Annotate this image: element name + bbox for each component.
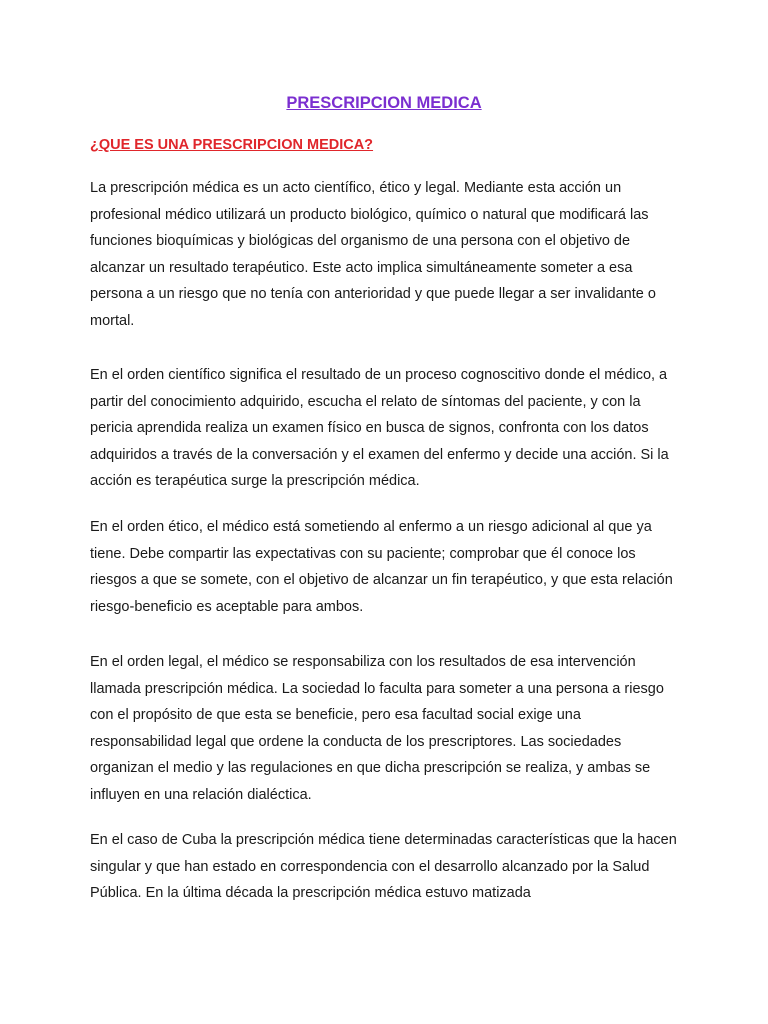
section-heading: ¿QUE ES UNA PRESCRIPCION MEDICA? [90, 137, 374, 153]
document-title: PRESCRIPCION MEDICA [286, 94, 482, 112]
paragraph-legal: En el orden legal, el médico se responsabiliza con los resultados de esa intervención llamada prescripción médica. La sociedad lo faculta para someter a una persona a riesgo con el propósito de que esta se beneficie, pero esa facultad social exige una responsabilidad legal que ordene la conducta de los prescriptores. Las sociedades organizan el medio y las regulaciones en que dicha prescripción se realiza, y ambas se influyen en una relación dialéctica. [90, 654, 664, 803]
paragraph-definition: La prescripción médica es un acto científico, ético y legal. Mediante esta acción un profesional médico utilizará un producto biológico, químico o natural que modificará las funciones bioquímicas y biológicas del organismo de una persona con el objetivo de alcanzar un resultado terapéutico. Este acto implica simultáneamente someter a esa persona a un riesgo que no tenía con anterioridad y que puede llegar a ser invalidante o mortal. [90, 180, 656, 329]
paragraph-ethical: En el orden ético, el médico está sometiendo al enfermo a un riesgo adicional al que ya tiene. Debe compartir las expectativas con su paciente; comprobar que él conoce los riesgos a que se somete, con el objetivo de alcanzar un fin terapéutico, y que esta relación riesgo-beneficio es aceptable para ambos. [90, 519, 673, 615]
paragraph-cuba: En el caso de Cuba la prescripción médica tiene determinadas características que la hacen singular y que han estado en correspondencia con el desarrollo alcanzado por la Salud Pública. En la última década la prescripción médica estuvo matizada [90, 832, 677, 902]
paragraph-scientific: En el orden científico significa el resultado de un proceso cognoscitivo donde el médico, a partir del conocimiento adquirido, escucha el relato de síntomas del paciente, y con la pericia aprendida realiza un examen físico en busca de signos, confronta con los datos adquiridos a través de la conversación y el examen del enfermo y decide una acción. Si la acción es terapéutica surge la prescripción médica. [90, 367, 669, 490]
